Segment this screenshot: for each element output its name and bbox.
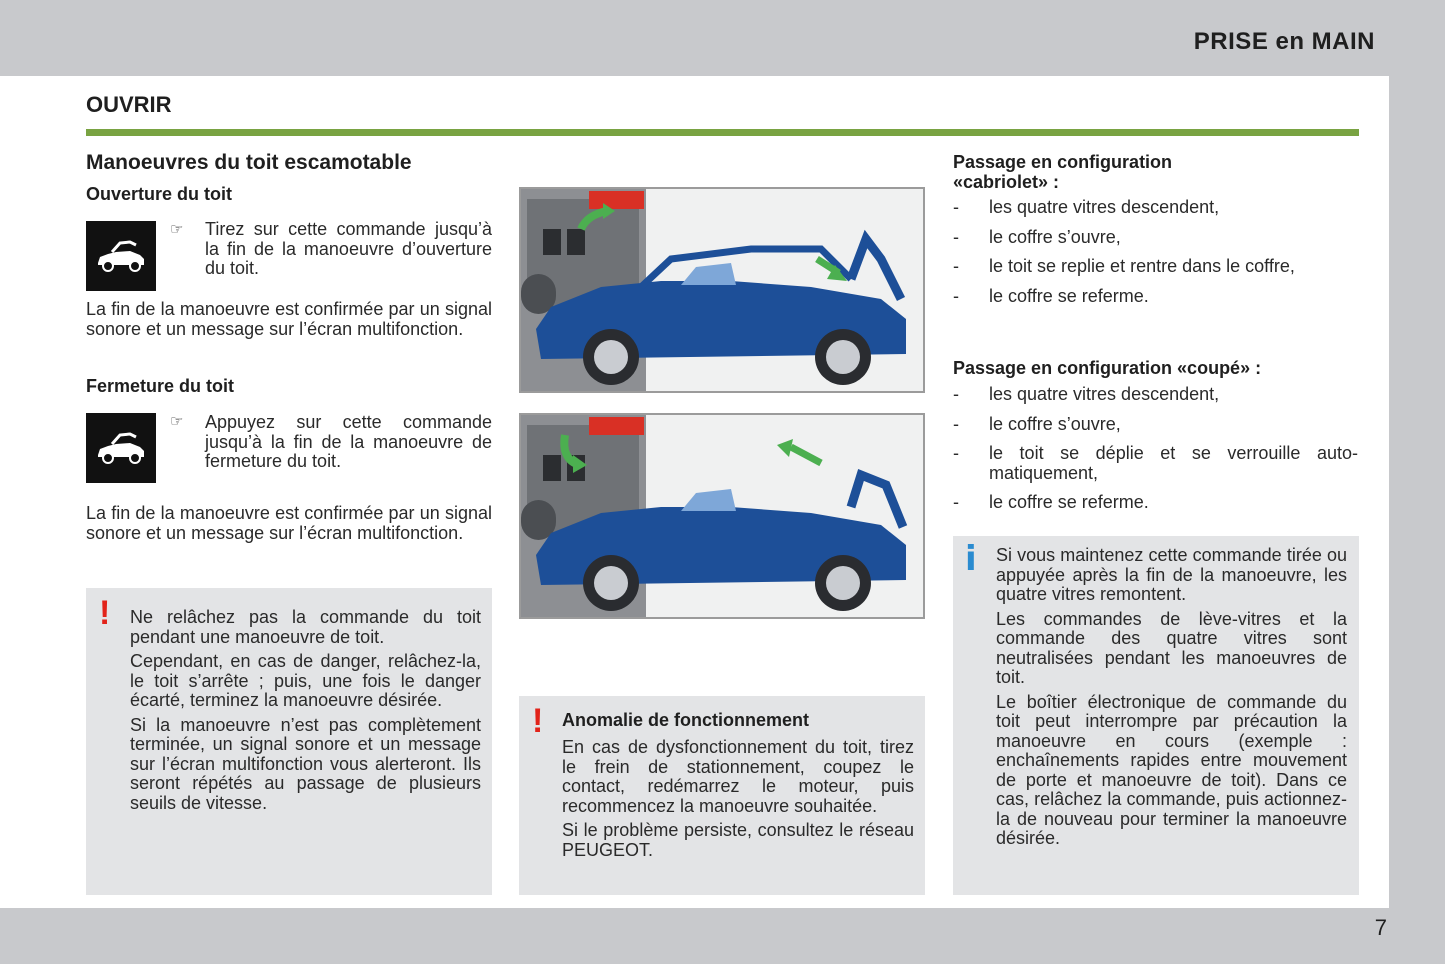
header-title: PRISE en MAIN (1193, 28, 1375, 55)
info-paragraph: Le boîtier électronique de commande du toit peut interrompre par précaution la manoeuvre en cours (exemple : enchaînements rapides entre mouvement de porte et manoeuvre de toit). Dans ce cas, relâchez la commande, puis actionnez-la de nouveau pour terminer la manoeuvre désirée. (996, 691, 1347, 848)
list-item: - les quatre vitres descendent, (953, 197, 1220, 217)
info-text (996, 546, 1347, 854)
anomaly-box (519, 696, 925, 895)
car-coupe-illustration (519, 413, 925, 619)
anomaly-paragraph: Si le problème persiste, consultez le réseau PEUGEOT. (562, 820, 914, 860)
finger-pointer-icon: ☞ (170, 221, 184, 238)
warning-paragraph: Ne relâchez pas la commande du toit pendant une manoeuvre de toit. (130, 607, 481, 647)
warning-paragraph: Si la manoeuvre n’est pas complètement terminée, un signal sonore et un message sur l’écran multifonction vous alerteront. Ils seront répétés au passage de plusieurs seuils de vitesse. (130, 714, 481, 813)
page-number: 7 (1374, 915, 1387, 940)
warning-paragraph: Cependant, en cas de danger, relâchez-la, le toit s’arrête ; puis, une fois le danger écarté, terminez la manoeuvre désirée. (130, 651, 481, 710)
finger-pointer-icon: ☞ (170, 413, 184, 430)
coupe-list (953, 385, 1358, 523)
roof-switch-open-icon (86, 221, 156, 291)
anomaly-title: Anomalie de fonctionnement (562, 710, 810, 730)
anomaly-text (562, 738, 914, 865)
warning-box (86, 588, 492, 895)
list-item: - le coffre s’ouvre, (953, 413, 1121, 434)
opening-instruction: Tirez sur cette commande jusqu’à la fin de la manoeuvre d’ouverture du toit. (205, 219, 492, 278)
closing-instruction: Appuyez sur cette commande jusqu’à la fin de la manoeuvre de fermeture du toit. (205, 412, 492, 471)
left-heading: Manoeuvres du toit escamotable (86, 151, 412, 174)
list-item: - le coffre se referme. (953, 492, 1149, 512)
opening-title: Ouverture du toit (86, 184, 233, 204)
section-title: OUVRIR (86, 92, 172, 117)
section-divider (86, 129, 1359, 136)
opening-confirm: La fin de la manoeuvre est confirmée par un signal sonore et un message sur l’écran multifonction. (86, 299, 492, 339)
warning-text (130, 608, 481, 818)
cabriolet-list (953, 198, 1358, 316)
list-item: - le coffre se referme. (953, 285, 1149, 306)
closing-title: Fermeture du toit (86, 376, 235, 396)
info-paragraph: Les commandes de lève-vitres et la commande des quatre vitres sont neutralisées pendant les manoeuvres de toit. (996, 608, 1347, 687)
coupe-title: Passage en configuration «coupé» : (953, 358, 1262, 378)
list-item: - le toit se déplie et se verrouille automatiquement, (953, 443, 1358, 483)
roof-switch-close-icon (86, 413, 156, 483)
info-paragraph: Si vous maintenez cette commande tirée ou appuyée après la fin de la manoeuvre, les quatre vitres remontent. (996, 545, 1347, 604)
warning-icon: ! (532, 702, 544, 740)
info-icon: i (965, 539, 977, 579)
list-item: - le toit se replie et rentre dans le coffre, (953, 256, 1295, 276)
closing-confirm: La fin de la manoeuvre est confirmée par un signal sonore et un message sur l’écran multifonction. (86, 503, 492, 543)
info-box (953, 536, 1359, 895)
cabriolet-title: Passage en configuration «cabriolet» : (953, 152, 1173, 192)
list-item: - le coffre s’ouvre, (953, 226, 1121, 247)
car-cabriolet-illustration (519, 187, 925, 393)
anomaly-paragraph: En cas de dysfonctionnement du toit, tirez le frein de stationnement, coupez le contact, redémarrez le moteur, puis recommencez la manoeuvre souhaitée. (562, 737, 914, 816)
list-item: - les quatre vitres descendent, (953, 384, 1220, 404)
warning-icon: ! (99, 594, 111, 632)
